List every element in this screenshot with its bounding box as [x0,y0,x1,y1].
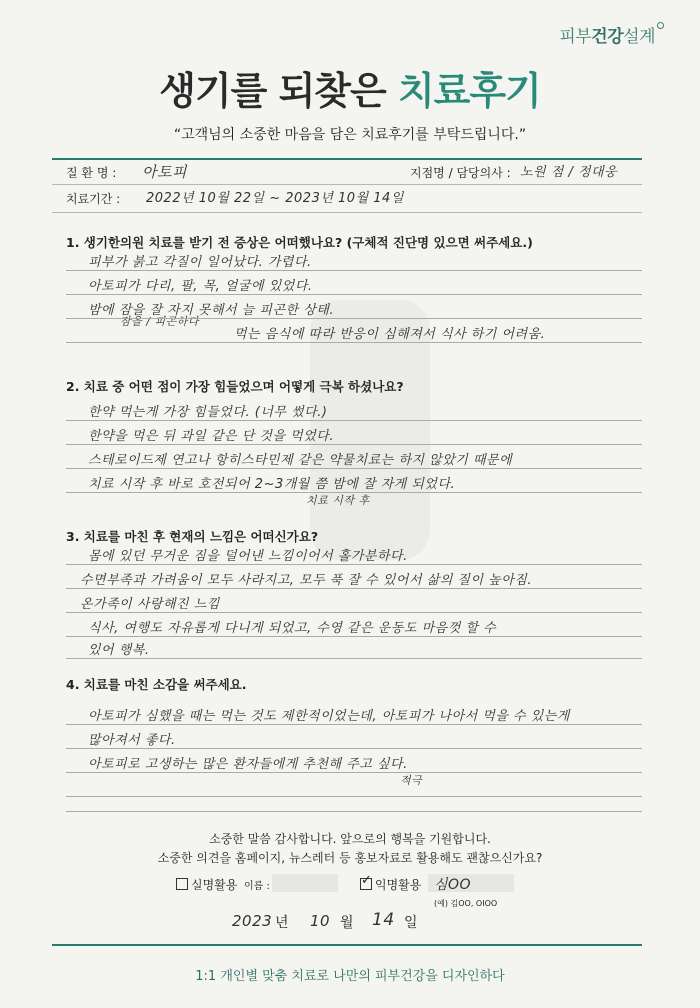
divider-info [52,184,642,185]
answer-4-line-2: 많아져서 좋다. [88,733,176,748]
period-label: 치료기간 : [66,192,121,206]
month-label: 월 [340,915,354,931]
rule [66,636,642,637]
answer-3-line-1: 몸에 있던 무거운 짐을 덜어낸 느낌이어서 홀가분하다. [88,549,408,564]
rule [66,748,642,749]
rule [66,612,642,613]
page-title [0,60,700,115]
question-4: 4. 치료를 마친 소감을 써주세요. [66,677,247,692]
answer-1-line-4: 먹는 음식에 따라 반응이 심해져서 식사 하기 어려움. [234,327,546,342]
page-subtitle: “고객님의 소중한 마음을 담은 치료후기를 부탁드립니다.” [173,127,527,143]
brand-logo: 피부건강설계 [559,22,664,47]
answer-1-line-1: 피부가 붉고 각질이 일어났다. 가렵다. [88,255,312,270]
divider-bottom [52,944,642,946]
rule [66,658,642,659]
anonymous-value: 심OO [434,877,472,893]
answer-4-annotation: 적극 [400,774,423,787]
anonymous-option[interactable]: ✓ 익명활용 [361,873,422,892]
answer-1-line-2: 아토피가 다리, 팔, 목, 얼굴에 있었다. [88,279,313,294]
disease-value: 아토피 [142,163,187,181]
rule [66,492,642,493]
real-name-option[interactable]: 실명활용 [176,876,237,893]
answer-3-line-3: 온가족이 사랑해진 느낌 [80,597,220,612]
rule [66,294,642,295]
answer-3-line-2: 수면부족과 가려움이 모두 사라지고, 모두 푹 잘 수 있어서 삶의 질이 높아짐. [80,573,532,588]
question-3: 3. 치료를 마친 후 현재의 느낌은 어떠신가요? [66,529,319,544]
question-1: 1. 생기한의원 치료를 받기 전 증상은 어떠했나요? (구체적 진단명 있으면 써주세요.) [66,235,533,250]
checkbox-icon[interactable] [176,878,188,890]
title-part1: 생기를 되찾은 [159,69,398,113]
answer-4-line-1: 아토피가 심했을 때는 먹는 것도 제한적이었는데, 아토피가 나아서 먹을 수 있는게 [88,709,570,724]
answer-2-line-2: 한약을 먹은 뒤 과일 같은 단 것을 먹었다. [88,429,334,444]
answer-2-line-4: 치료 시작 후 바로 호전되어 2~3개월 쯤 밤에 잘 자게 되었다. [88,477,456,492]
rule [66,318,642,319]
answer-1-annotation: 잠을 / 피곤하다 [120,315,199,328]
tagline: 1:1 개인별 맞춤 치료로 나만의 피부건강을 디자인하다 [195,969,505,984]
rule [66,724,642,725]
rule [66,796,642,797]
period-value: 2022년 10월 22일 ~ 2023년 10월 14일 [146,191,404,206]
disease-label: 질 환 명 : [66,166,117,180]
rule [66,468,642,469]
rule [66,420,642,421]
divider-info-bottom [52,212,642,213]
answer-4-line-3: 아토피로 고생하는 많은 환자들에게 추천해 주고 싶다. [88,757,408,772]
branch-value: 노원 점 / 정대웅 [520,165,618,180]
thanks-line-2: 소중한 의견을 홈페이지, 뉴스레터 등 홍보자료로 활용해도 괜찮으신가요? [157,851,543,865]
date-day: 14 [372,910,395,930]
day-label: 일 [404,915,418,931]
rule [66,270,642,271]
checkbox-checked-icon[interactable]: ✓ [361,873,372,888]
answer-1-line-3: 밤에 잠을 잘 자지 못해서 늘 피곤한 상태. [88,303,334,318]
title-part2: 치료후기 [397,69,541,113]
rule [66,772,642,773]
answer-3-line-5: 있어 행복. [88,643,150,658]
date-month: 10 [310,912,331,930]
rule [66,444,642,445]
answer-2-line-3: 스테로이드제 연고나 항히스타민제 같은 약물치료는 하지 않았기 때문에 [88,453,513,468]
question-2: 2. 치료 중 어떤 점이 가장 힘들었으며 어떻게 극복 하셨나요? [66,379,404,394]
branch-label: 지점명 / 담당의사 : [410,166,511,180]
rule [66,342,642,343]
answer-2-line-1: 한약 먹는게 가장 힘들었다. (너무 썼다.) [88,405,328,420]
year-label: 년 [275,915,289,931]
brand-dot-icon [657,22,664,29]
divider-top [52,158,642,160]
answer-3-line-4: 식사, 여행도 자유롭게 다니게 되었고, 수영 같은 운동도 마음껏 할 수 [88,621,497,636]
name-label: 이름 : [244,881,270,892]
thanks-line-1: 소중한 말씀 감사합니다. 앞으로의 행복을 기원합니다. [209,832,491,846]
example-text: (예) 김OO, OIOO [434,899,498,908]
rule [66,564,642,565]
date-year: 2023 [232,912,273,930]
rule [66,588,642,589]
name-input-field[interactable] [272,874,338,892]
answer-2-annotation: 치료 시작 후 [306,494,370,507]
rule [66,811,642,812]
